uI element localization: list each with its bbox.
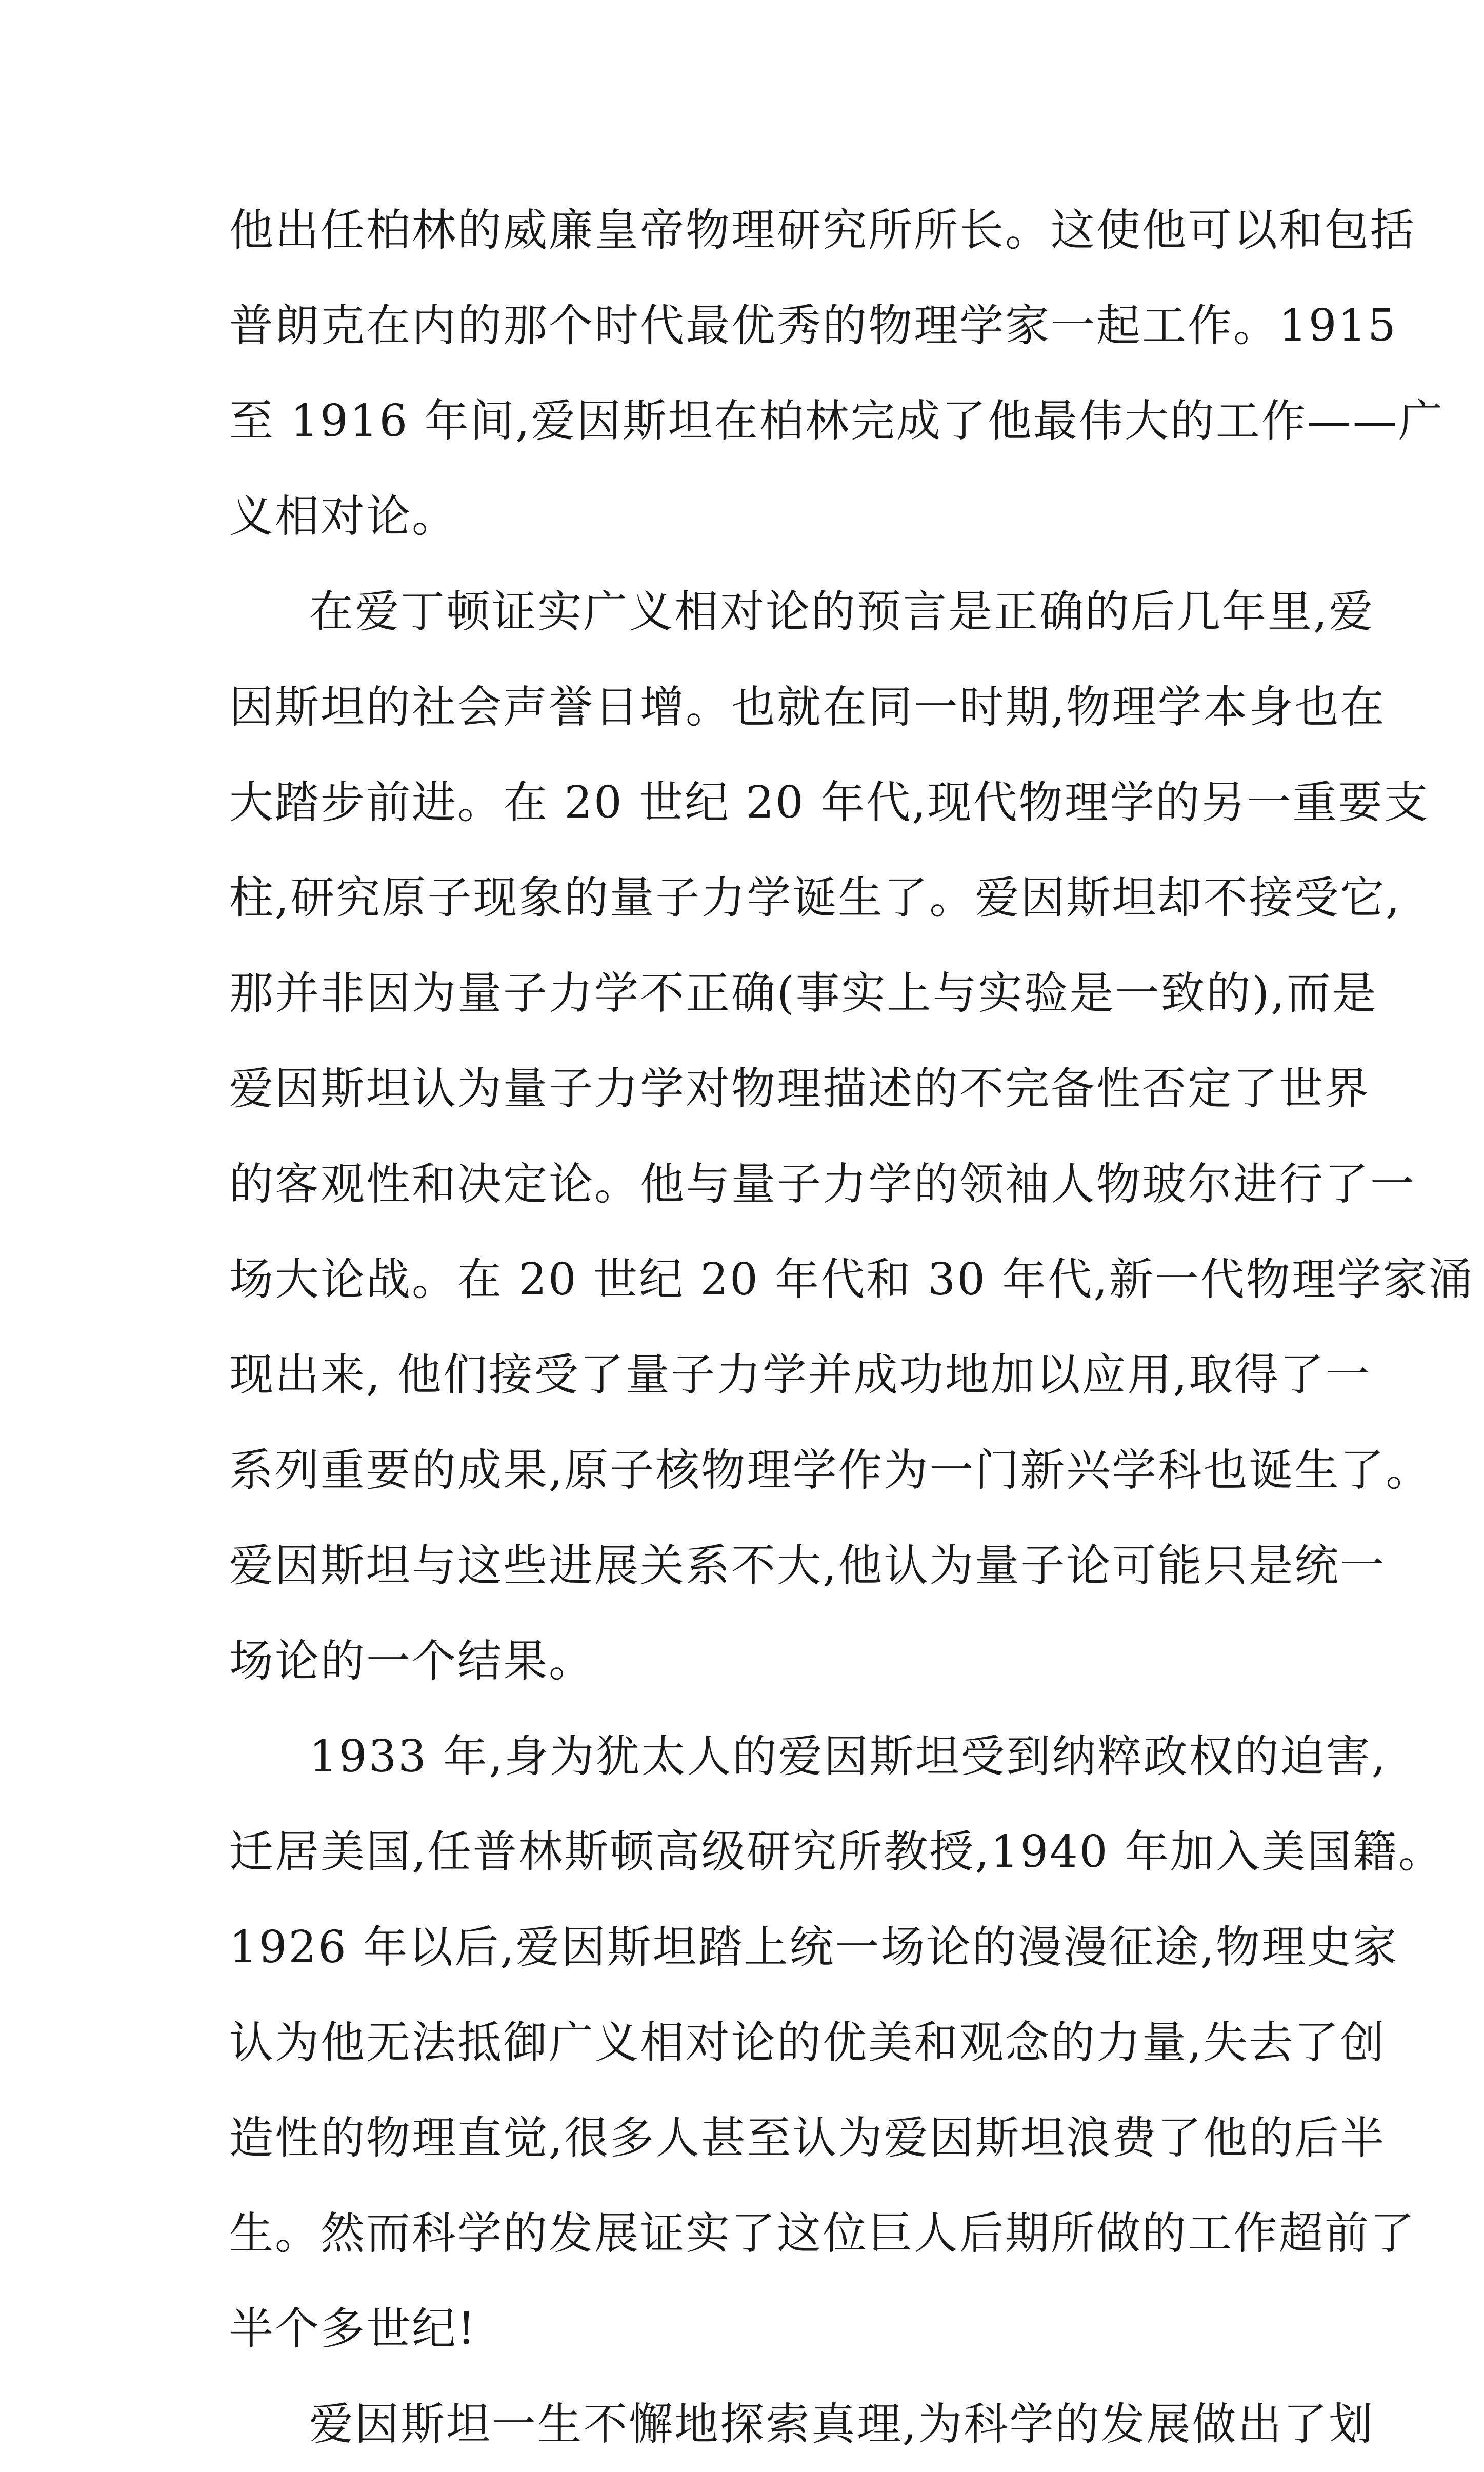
text-line: 现出来, 他们接受了量子力学并成功地加以应用,取得了一: [229, 1349, 1372, 1401]
text-line: 生。然而科学的发展证实了这位巨人后期所做的工作超前了: [229, 2208, 1416, 2259]
paragraph-first-line: 1933 年,身为犹太人的爱因斯坦受到纳粹政权的迫害,: [309, 1731, 1387, 1782]
text-line: 造性的物理直觉,很多人甚至认为爱因斯坦浪费了他的后半: [229, 2112, 1386, 2164]
text-line: 柱,研究原子现象的量子力学诞生了。爱因斯坦却不接受它,: [229, 872, 1401, 924]
text-line: 因斯坦的社会声誉日增。也就在同一时期,物理学本身也在: [229, 682, 1386, 733]
text-line: 1926 年以后,爱因斯坦踏上统一场论的漫漫征途,物理史家: [229, 1922, 1398, 1973]
paragraph-first-line: 在爱丁顿证实广义相对论的预言是正确的后几年里,爱: [309, 586, 1375, 637]
text-line: 至 1916 年间,爱因斯坦在柏林完成了他最伟大的工作——广: [229, 395, 1444, 447]
text-line: 那并非因为量子力学不正确(事实上与实验是一致的),而是: [229, 968, 1378, 1019]
text-line: 爱因斯坦认为量子力学对物理描述的不完备性否定了世界: [229, 1063, 1370, 1114]
text-line: 他出任柏林的威廉皇帝物理研究所所长。这使他可以和包括: [229, 205, 1416, 256]
text-line: 爱因斯坦与这些进展关系不大,他认为量子论可能只是统一: [229, 1540, 1386, 1591]
text-line: 的客观性和决定论。他与量子力学的领袖人物玻尔进行了一: [229, 1159, 1416, 1210]
text-line: 认为他无法抵御广义相对论的优美和观念的力量,失去了创: [229, 2017, 1386, 2068]
text-line: 普朗克在内的那个时代最优秀的物理学家一起工作。1915: [229, 300, 1397, 351]
text-line: 大踏步前进。在 20 世纪 20 年代,现代物理学的另一重要支: [229, 777, 1430, 828]
paragraph-first-line: 爱因斯坦一生不懈地探索真理,为科学的发展做出了划: [309, 2399, 1375, 2450]
text-line: 半个多世纪!: [229, 2303, 477, 2355]
text-line: 场大论战。在 20 世纪 20 年代和 30 年代,新一代物理学家涌: [229, 1254, 1474, 1305]
text-line: 义相对论。: [229, 491, 457, 542]
body-text: [229, 183, 1474, 2472]
text-line: 系列重要的成果,原子核物理学作为一门新兴学科也诞生了。: [229, 1445, 1432, 1496]
text-line: 场论的一个结果。: [229, 1636, 594, 1687]
text-line: 迁居美国,任普林斯顿高级研究所教授,1940 年加入美国籍。: [229, 1826, 1444, 1878]
